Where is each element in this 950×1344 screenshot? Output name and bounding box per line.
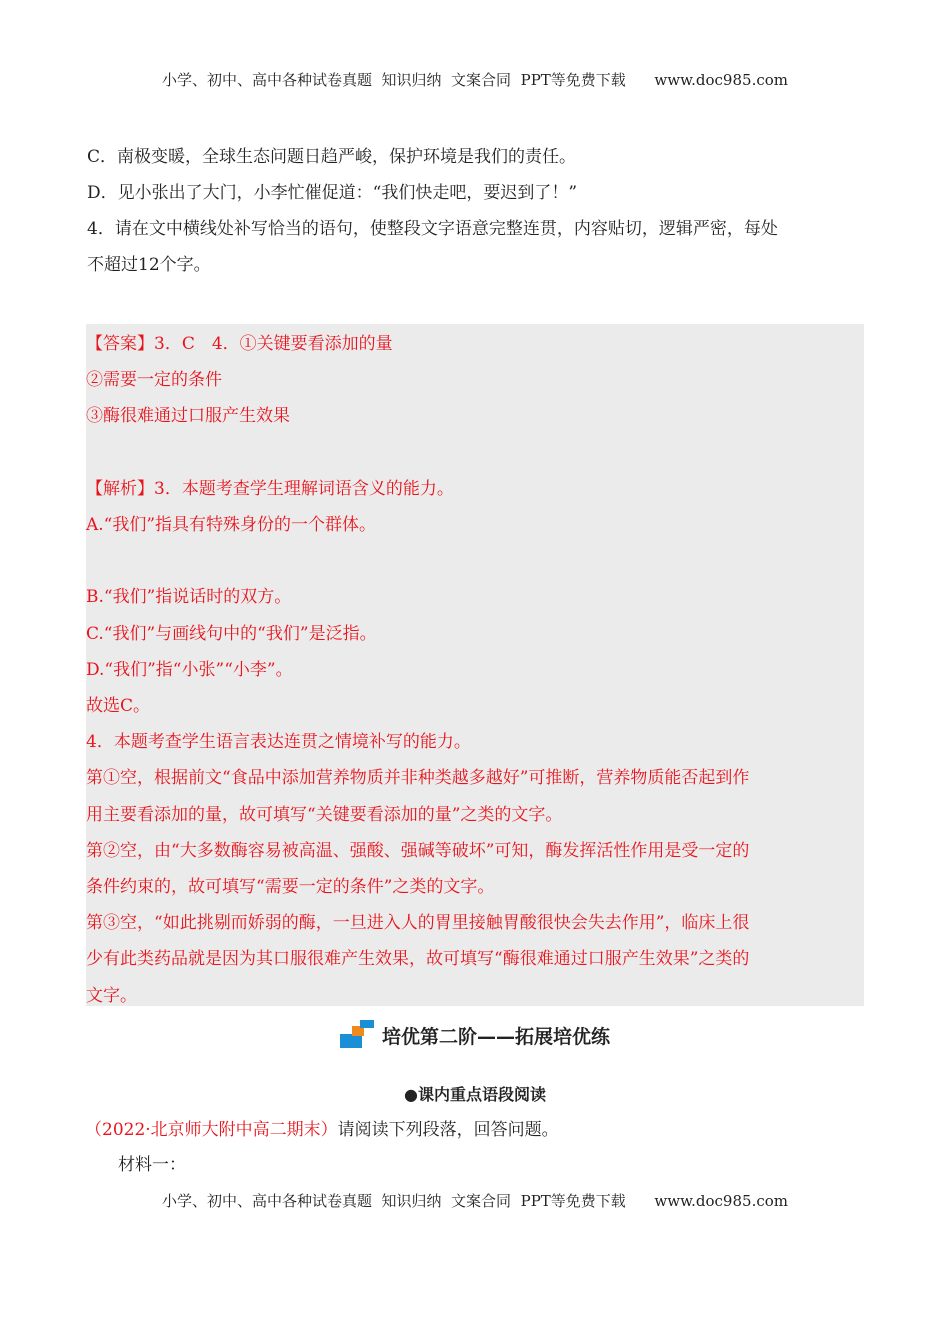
spacer [86,543,861,579]
section-logo-icon [340,1020,374,1050]
analysis-blank3-l3: 文字。 [86,985,137,1006]
analysis-d: D.“我们”指“小张”“小李”。 [86,659,293,680]
answer-box [86,324,864,1006]
page-footer: 小学、初中、高中各种试卷真题 知识归纳 文案合同 PPT等免费下载 www.doc985.com [161,1192,788,1210]
option-c: C．南极变暖，全球生态问题日趋严峻，保护环境是我们的责任。 [87,147,577,167]
material-label: 材料一： [118,1155,186,1175]
option-d: D．见小张出了大门，小李忙催促道：“我们快走吧，要迟到了！” [87,183,578,203]
analysis-blank2-l2: 条件约束的，故可填写“需要一定的条件”之类的文字。 [86,877,495,898]
question-4-line1: 4．请在文中横线处补写恰当的语句，使整段文字语意完整连贯，内容贴切，逻辑严密，每处 [87,219,778,239]
answer-line1 [86,326,861,362]
analysis-choose: 故选C。 [86,696,151,716]
question-4-line2: 不超过12个字。 [87,255,211,275]
answer-tag: 【答案】 [86,334,154,354]
instruction-text: 请阅读下列段落，回答问题。 [337,1120,559,1140]
section-title [0,1020,950,1055]
answer-value: 3．C 4．①关键要看添加的量 [154,334,393,354]
analysis-b: B.“我们”指说话时的双方。 [86,587,292,608]
analysis-blank1-l1: 第①空，根据前文“食品中添加营养物质并非种类越多越好”可推断，营养物质能否起到作 [86,768,750,789]
question-block [87,139,867,283]
analysis-intro: 3．本题考查学生理解词语含义的能力。 [154,478,454,499]
section-title-text: 培优第二阶——拓展培优练 [381,1025,610,1048]
analysis-blank3-l2: 少有此类药品就是因为其口服很难产生效果，故可填写“酶很难通过口服产生效果”之类的 [86,949,750,970]
analysis-blank1-l2: 用主要看添加的量，故可填写“关键要看添加的量”之类的文字。 [86,804,563,825]
source-reference: （2022·北京师大附中高二期末） [85,1120,338,1140]
analysis-blank3-l1: 第③空，“如此挑剔而娇弱的酶，一旦进入人的胃里接触胃酸很快会失去作用”，临床上很 [86,913,750,934]
analysis-c: C.“我们”与画线句中的“我们”是泛指。 [86,623,377,644]
page-header: 小学、初中、高中各种试卷真题 知识归纳 文案合同 PPT等免费下载 www.doc985.com [161,71,788,89]
spacer [86,435,861,471]
analysis-blank2-l1: 第②空，由“大多数酶容易被高温、强酸、强碱等破坏”可知，酶发挥活性作用是受一定的 [86,840,750,861]
analysis-tag: 【解析】 [86,478,154,499]
section-subtitle: ●课内重点语段阅读 [404,1085,546,1104]
answer-line3: ③酶很难通过口服产生效果 [86,406,290,427]
source-line [85,1115,559,1145]
analysis-line [86,471,861,507]
analysis-q4-intro: 4．本题考查学生语言表达连贯之情境补写的能力。 [86,732,471,753]
answer-line2: ②需要一定的条件 [86,370,222,391]
analysis-a: A.“我们”指具有特殊身份的一个群体。 [86,515,377,535]
